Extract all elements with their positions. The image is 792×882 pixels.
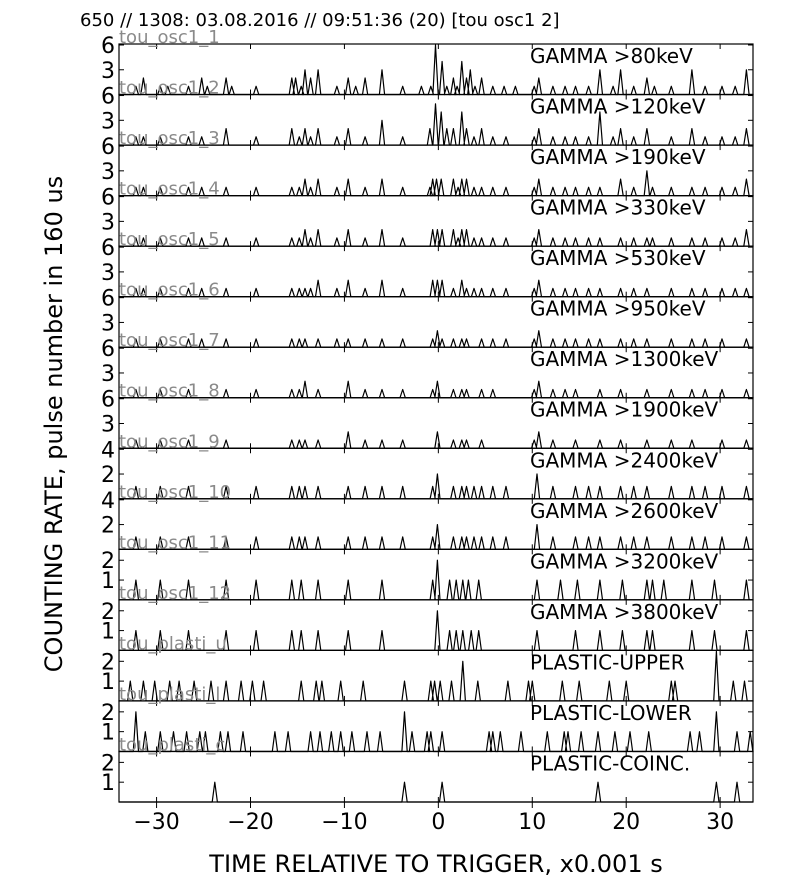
panel-2-ytick-label-1: 6 — [101, 84, 115, 110]
x-axis-label: TIME RELATIVE TO TRIGGER, x0.001 s — [209, 850, 663, 878]
panel-label-10: GAMMA >2600keV — [530, 498, 719, 523]
panel-11-ytick-label-0: 1 — [101, 569, 115, 595]
panels-group — [101, 27, 753, 802]
panel-name-12: tou_osc1_12 — [119, 582, 232, 604]
panel-15-ytick-label-0: 1 — [101, 771, 115, 797]
panel-14-ytick-label-0: 1 — [101, 720, 115, 746]
panel-name-2: tou_osc1_2 — [119, 77, 220, 99]
panel-12-ytick-label-0: 1 — [101, 619, 115, 645]
panel-9-ytick-label-1: 4 — [101, 438, 115, 464]
panel-label-12: GAMMA >3800keV — [530, 599, 719, 624]
panel-name-1: tou_osc1_1 — [119, 27, 220, 48]
panel-13-ytick-label-1: 2 — [101, 650, 115, 676]
panel-8-ytick-label-0: 3 — [101, 412, 115, 438]
panel-4-ytick-label-0: 3 — [101, 210, 115, 236]
panel-10-ytick-label-1: 4 — [101, 488, 115, 514]
x-tick-label-4: 10 — [518, 810, 547, 835]
panel-14-ytick-label-1: 2 — [101, 700, 115, 726]
x-tick-label-0: −30 — [133, 810, 180, 835]
panel-name-7: tou_osc1_7 — [119, 330, 220, 352]
panel-10-ytick-label-0: 2 — [101, 513, 115, 539]
panel-trace-15 — [119, 782, 753, 802]
panel-1-ytick-label-0: 3 — [101, 58, 115, 84]
panel-5-ytick-label-0: 3 — [101, 260, 115, 286]
panel-11-ytick-label-1: 2 — [101, 549, 115, 575]
panel-name-14: tou_plasti_l — [119, 683, 221, 705]
panel-label-4: GAMMA >330keV — [530, 195, 706, 220]
panel-7-ytick-label-1: 6 — [101, 337, 115, 363]
panel-name-6: tou_osc1_6 — [119, 279, 220, 301]
x-tick-label-1: −20 — [227, 810, 274, 835]
panel-label-11: GAMMA >3200keV — [530, 549, 719, 574]
panel-name-5: tou_osc1_5 — [119, 229, 220, 251]
panel-label-13: PLASTIC-UPPER — [530, 650, 685, 675]
panel-13-ytick-label-0: 1 — [101, 670, 115, 696]
panel-5-ytick-label-1: 6 — [101, 236, 115, 262]
panel-name-11: tou_osc1_11 — [119, 532, 232, 554]
x-tick-label-2: −10 — [321, 810, 368, 835]
panel-8-ytick-label-1: 6 — [101, 387, 115, 413]
panel-2-ytick-label-0: 3 — [101, 109, 115, 135]
panel-label-3: GAMMA >190keV — [530, 145, 706, 170]
panel-1-ytick-label-1: 6 — [101, 34, 115, 59]
panel-label-14: PLASTIC-LOWER — [530, 700, 692, 725]
panel-name-13: tou_plasti_u — [119, 633, 227, 655]
x-tick-label-6: 30 — [706, 810, 735, 835]
chart-title: 650 // 1308: 03.08.2016 // 09:51:36 (20) [tou osc1 2] — [80, 10, 560, 31]
panel-3-ytick-label-1: 6 — [101, 135, 115, 161]
panel-label-6: GAMMA >950keV — [530, 296, 706, 321]
panel-name-8: tou_osc1_8 — [119, 380, 220, 402]
panel-6-ytick-label-1: 6 — [101, 286, 115, 312]
panel-label-7: GAMMA >1300keV — [530, 347, 719, 372]
panel-name-9: tou_osc1_9 — [119, 431, 220, 453]
panel-name-10: tou_osc1_10 — [119, 481, 232, 503]
x-tick-label-5: 20 — [612, 810, 641, 835]
panel-name-3: tou_osc1_3 — [119, 128, 220, 150]
panel-name-4: tou_osc1_4 — [119, 178, 220, 200]
x-tick-label-3: 0 — [431, 810, 446, 835]
panel-3-ytick-label-0: 3 — [101, 159, 115, 185]
panel-12-ytick-label-1: 2 — [101, 599, 115, 625]
panel-label-9: GAMMA >2400keV — [530, 448, 719, 473]
panel-label-5: GAMMA >530keV — [530, 246, 706, 271]
panel-9-ytick-label-0: 2 — [101, 463, 115, 489]
panel-15-ytick-label-1: 2 — [101, 751, 115, 777]
panel-4-ytick-label-1: 6 — [101, 185, 115, 211]
panel-label-15: PLASTIC-COINC. — [530, 751, 691, 776]
panel-name-15: tou_plasti_c — [119, 734, 226, 756]
panel-label-2: GAMMA >120keV — [530, 94, 706, 119]
panel-15 — [101, 734, 753, 802]
panel-label-8: GAMMA >1900keV — [530, 397, 719, 422]
panel-label-1: GAMMA >80keV — [530, 44, 693, 68]
y-axis-label: COUNTING RATE, pulse number in 160 us — [40, 175, 68, 673]
panel-6-ytick-label-0: 3 — [101, 311, 115, 337]
panel-7-ytick-label-0: 3 — [101, 361, 115, 387]
x-axis — [133, 802, 734, 835]
